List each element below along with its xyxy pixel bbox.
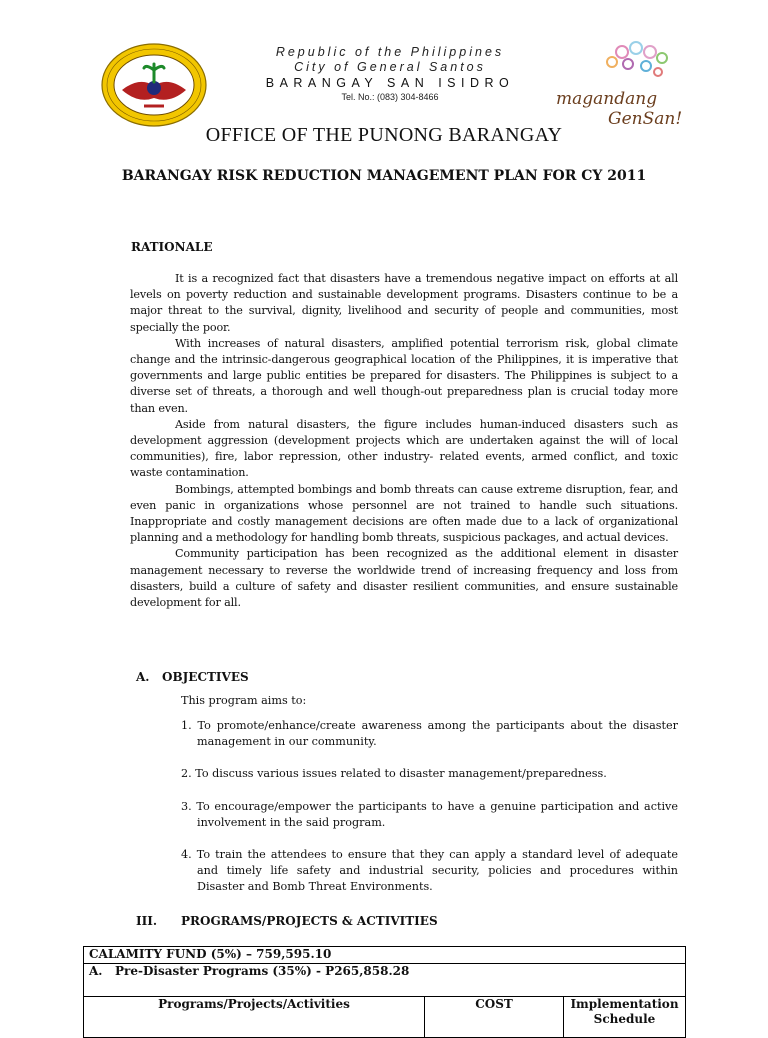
calamity-fund-cell: CALAMITY FUND (5%) – 759,595.10 (84, 947, 686, 964)
rationale-paragraph: Community participation has been recognized as the additional element in disaster management necessary to reverse the worldwide trend of increasing frequency and loss from disasters, build a culture of safety and disaster resilient communities, and ensure sustainable development for all. (130, 547, 678, 610)
objective-item: 2. To discuss various issues related to disaster management/preparedness. (181, 767, 607, 781)
svg-text:magandang: magandang (556, 89, 658, 109)
plan-title: BARANGAY RISK REDUCTION MANAGEMENT PLAN FOR CY 2011 (121, 168, 647, 184)
programs-heading (136, 914, 438, 928)
objective-item: 1. To promote/enhance/create awareness among the participants about the disaster management in our community. (181, 719, 678, 749)
objective-item: 4. To train the attendees to ensure that they can apply a standard level of adequate and timely life safety and industrial security, policies and procedures within Disaster and Bomb Threat Environments. (181, 848, 678, 894)
office-title: OFFICE OF THE PUNONG BARANGAY (205, 124, 563, 146)
rationale-paragraph: Aside from natural disasters, the figure includes human-induced disasters such as development aggression (development projects which are undertaken against the will of local communities), fire, labor repression, other industry- related events, armed conflict, and toxic waste contamination. (130, 417, 678, 480)
programs-table (83, 946, 686, 1038)
column-header-cost: COST (425, 997, 564, 1038)
svg-text:GenSan!: GenSan! (608, 109, 683, 129)
rationale-body (130, 271, 678, 611)
rationale-paragraph: Bombings, attempted bombings and bomb threats can cause extreme disruption, fear, and even panic in organizations whose personnel are not trained to handle such situations. Inappropriate and costly management decisions are often made due to a lack of organizational planning and a methodology for handling bomb threats, suspicious packages, and actual devices. (130, 482, 678, 545)
republic-line: Republic of the Philippines (275, 45, 505, 59)
column-header-schedule: Implementation Schedule (564, 997, 686, 1038)
pre-disaster-cell: A. Pre-Disaster Programs (35%) - P265,858.28 (84, 964, 686, 997)
telephone-number: Tel. No.: (083) 304-8466 (341, 92, 439, 102)
barangay-seal-logo (100, 42, 208, 128)
section-title: PROGRAMS/PROJECTS & ACTIVITIES (181, 914, 438, 928)
objective-item: 3. To encourage/empower the participants to have a genuine participation and active involvement in the said program. (181, 799, 678, 829)
objectives-heading: A. OBJECTIVES (136, 670, 249, 684)
city-line: City of General Santos (294, 60, 486, 74)
column-header-ppa: Programs/Projects/Activities (84, 997, 425, 1038)
rationale-paragraph: With increases of natural disasters, amplified potential terrorism risk, global climate change and the intrinsic-dangerous geographical location of the Philippines, it is imperative that governments and large public entities be prepared for disasters. The Philippines is subject to a diverse set of threats, a thorough and well though-out preparedness plan is crucial today more than even. (130, 336, 678, 415)
rationale-heading: RATIONALE (131, 240, 213, 254)
objectives-list (181, 718, 678, 896)
rationale-paragraph: It is a recognized fact that disasters have a tremendous negative impact on efforts at all levels on poverty reduction and sustainable development programs. Disasters continue to be a major threat to the survival, dignity, livelihood and security of people and communities, most specially the poor. (130, 272, 678, 334)
gensan-logo (552, 40, 690, 132)
objectives-intro: This program aims to: (181, 694, 307, 707)
section-number: III. (136, 914, 158, 928)
barangay-name: BARANGAY SAN ISIDRO (265, 76, 515, 90)
